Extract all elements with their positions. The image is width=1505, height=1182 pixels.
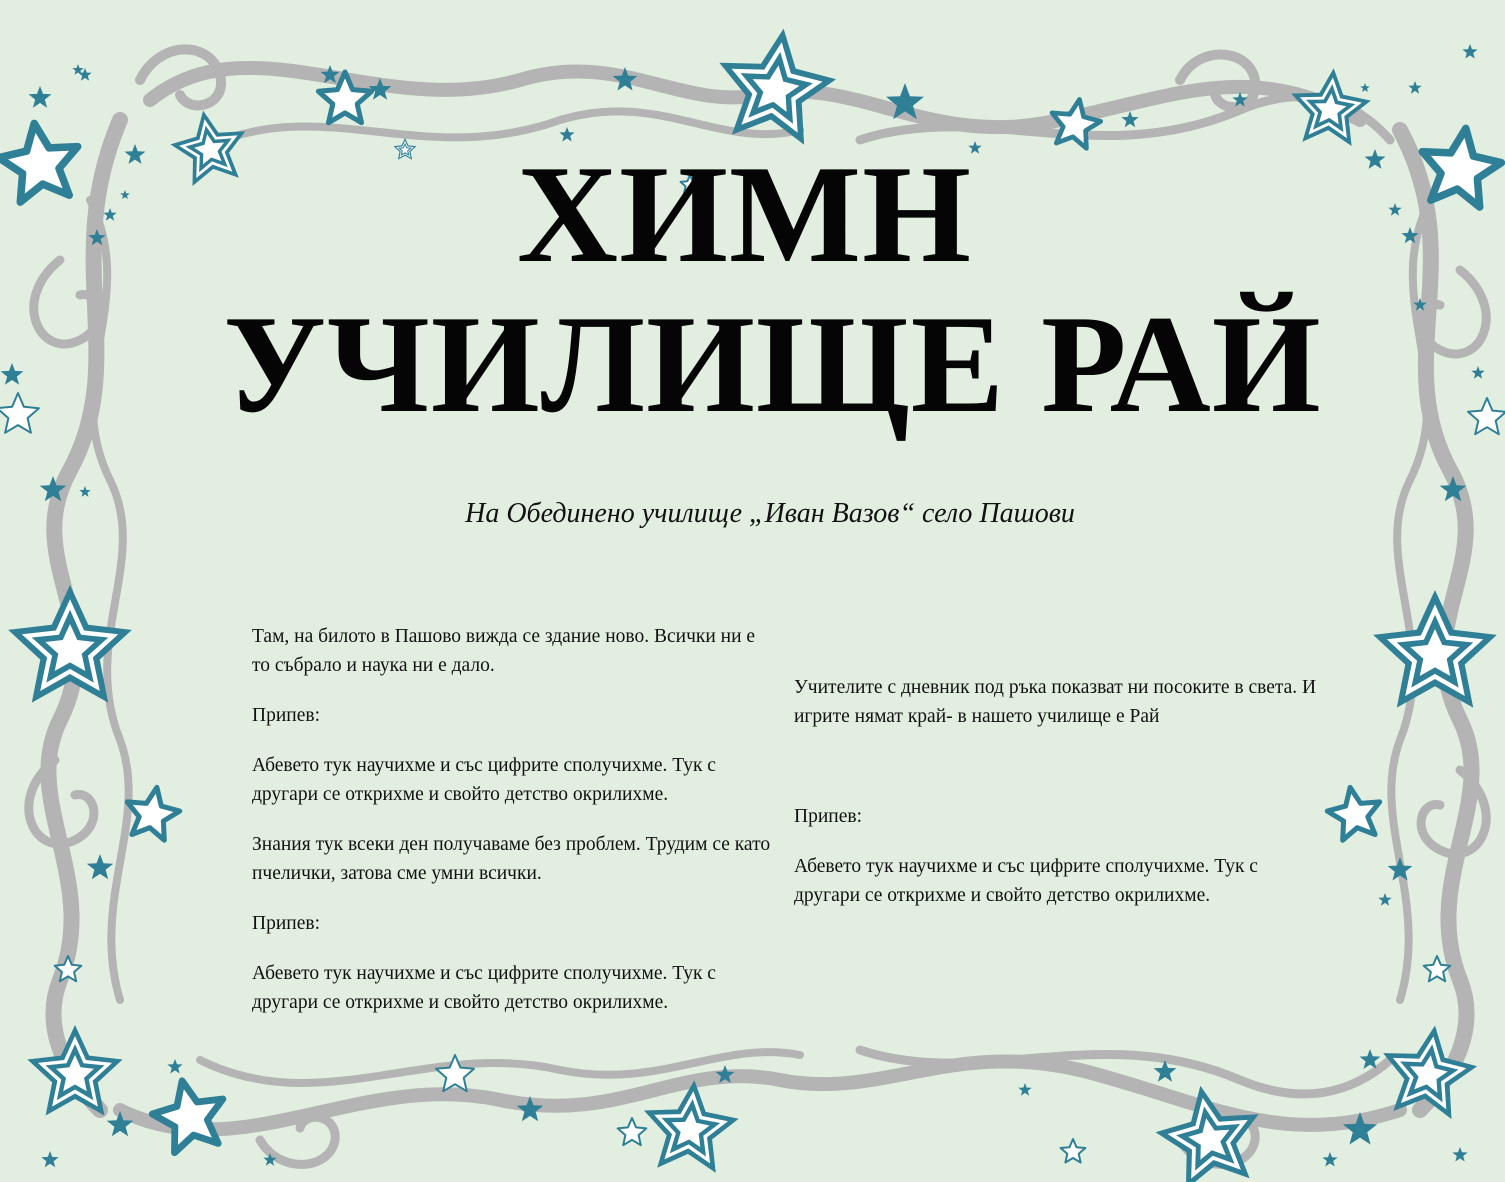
star-icon <box>1327 787 1379 840</box>
star-icon <box>1322 1152 1337 1167</box>
star-icon <box>79 486 90 497</box>
star-icon <box>87 854 114 879</box>
star-icon <box>1452 1147 1467 1162</box>
star-icon <box>127 787 179 840</box>
star-icon <box>167 1059 182 1074</box>
chorus-text: Абевето тук научихме и със цифрите сполучихме. Тук с другари се открихме и свойто детство окрилихме. <box>252 755 716 805</box>
chorus-text: Абевето тук научихме и със цифрите сполучихме. Тук с другари се открихме и свойто детство окрилихме. <box>794 856 1258 906</box>
chorus-label: Припев: <box>794 806 862 827</box>
title-line-2: УЧИЛИЩЕ РАЙ <box>223 287 1322 442</box>
star-icon <box>1018 1083 1031 1096</box>
chorus-label: Припев: <box>252 705 320 726</box>
star-icon <box>29 86 52 108</box>
star-icon <box>1360 83 1370 92</box>
chorus-label: Припев: <box>252 913 320 934</box>
star-icon <box>152 1081 223 1153</box>
verse-1: Там, на билото в Пашово вижда се здание ново. Всички ни е то събрало и наука ни е дало. <box>252 626 756 676</box>
star-icon <box>1121 111 1138 127</box>
star-icon <box>1408 81 1421 94</box>
verse-2: Знания тук всеки ден получаваме без проблем. Трудим се като пчелички, затова сме умни всички. <box>252 834 771 884</box>
title-line-1: ХИМН <box>516 137 973 292</box>
right-column <box>794 673 1319 931</box>
star-icon <box>1061 1139 1086 1163</box>
chorus-text: Абевето тук научихме и със цифрите сполучихме. Тук с другари се открихме и свойто детство окрилихме. <box>252 963 716 1013</box>
star-icon <box>41 1151 58 1167</box>
verse-3: Учителите с дневник под ръка показват ни посоките в света. И игрите нямат край- в нашето училище е Рай <box>794 677 1317 727</box>
star-icon <box>1462 44 1477 59</box>
star-icon <box>1378 893 1391 906</box>
subtitle: На Обединено училище „Иван Вазов“ село Пашови <box>465 498 1075 529</box>
left-column <box>252 622 777 1038</box>
star-icon <box>618 1118 647 1145</box>
